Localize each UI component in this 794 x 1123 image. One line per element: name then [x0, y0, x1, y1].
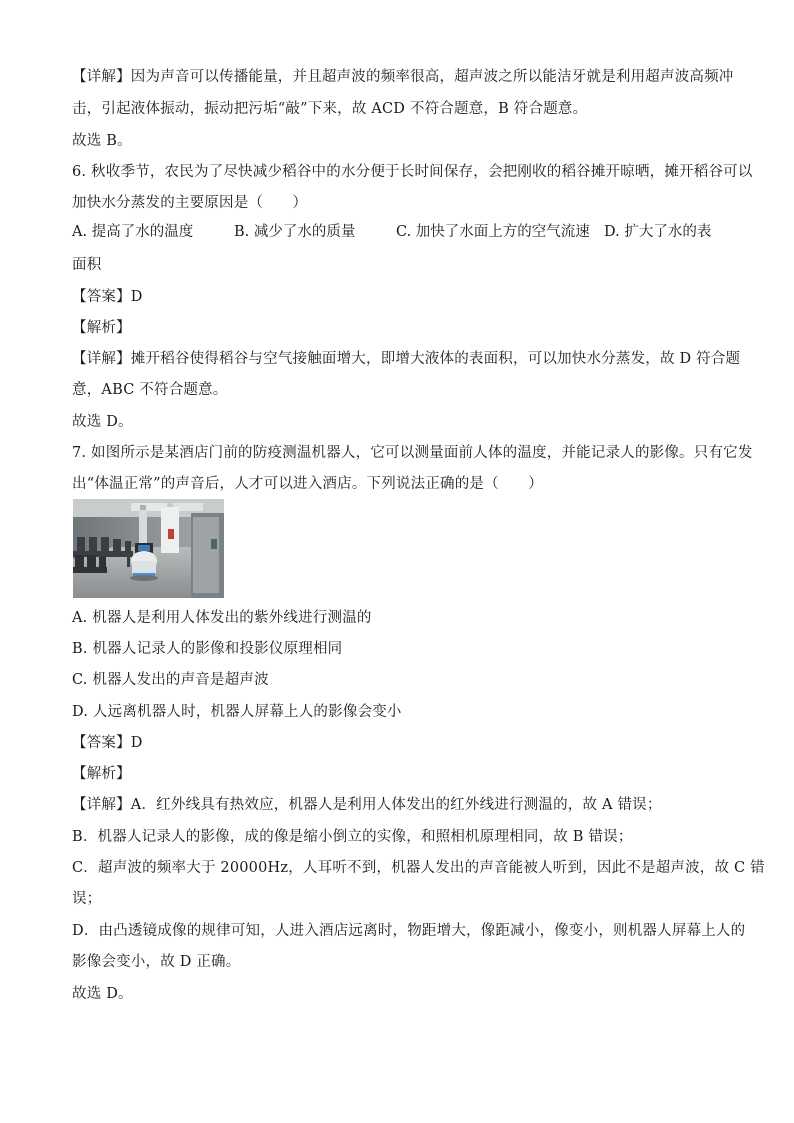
q7-stem-line-1: 7. 如图所示是某酒店门前的防疫测温机器人，它可以测量面前人体的温度，并能记录人的影像。只有它发 [72, 445, 753, 461]
q5-conclusion: 故选 B。 [72, 133, 132, 149]
q5-detail-line-2: 击，引起液体振动，振动把污垢“敲”下来，故 ACD 不符合题意，B 符合题意。 [72, 101, 588, 117]
q7-detail-b: B．机器人记录人的影像，成的像是缩小倒立的实像，和照相机原理相同，故 B 错误； [72, 829, 633, 845]
q6-answer: 【答案】D [72, 289, 143, 305]
q6-option-c: C. 加快了水面上方的空气流速 [396, 224, 590, 240]
q6-options [72, 222, 732, 244]
q7-detail-c-line-1: C．超声波的频率大于 20000Hz，人耳听不到，机器人发出的声音能被人听到，因此不是超声波，故 C 错 [72, 860, 765, 876]
q7-stem-line-2: 出“体温正常”的声音后，人才可以进入酒店。下列说法正确的是（ ） [72, 476, 543, 492]
q7-detail-c-line-2: 误； [72, 891, 102, 907]
q7-option-b: B. 机器人记录人的影像和投影仪原理相同 [72, 641, 343, 657]
q6-option-d: D. 扩大了水的表 [604, 224, 712, 240]
q6-detail-line-2: 意，ABC 不符合题意。 [72, 382, 228, 398]
q7-analysis-heading: 【解析】 [72, 766, 131, 782]
q7-detail-d-line-2: 影像会变小，故 D 正确。 [72, 954, 241, 970]
q7-option-d: D. 人远离机器人时，机器人屏幕上人的影像会变小 [72, 704, 402, 720]
q6-conclusion: 故选 D。 [72, 414, 133, 430]
q6-option-b: B. 减少了水的质量 [234, 224, 356, 240]
q7-detail-a: 【详解】A．红外线具有热效应，机器人是利用人体发出的红外线进行测温的，故 A 错误； [72, 797, 662, 813]
q7-answer: 【答案】D [72, 735, 143, 751]
q6-analysis-heading: 【解析】 [72, 320, 131, 336]
q6-option-a: A. 提高了水的温度 [72, 224, 194, 240]
robot-photo [73, 499, 224, 598]
q7-conclusion: 故选 D。 [72, 986, 133, 1002]
q6-detail-line-1: 【详解】摊开稻谷使得稻谷与空气接触面增大，即增大液体的表面积，可以加快水分蒸发，故 D 符合题 [72, 351, 741, 367]
q7-option-c: C. 机器人发出的声音是超声波 [72, 672, 269, 688]
q6-stem-line-1: 6. 秋收季节，农民为了尽快减少稻谷中的水分便于长时间保存，会把刚收的稻谷摊开晾晒，摊开稻谷可以 [72, 164, 753, 180]
q5-detail-line-1: 【详解】因为声音可以传播能量，并且超声波的频率很高，超声波之所以能洁牙就是利用超声波高频冲 [72, 69, 734, 85]
q6-option-d-continued: 面积 [72, 257, 102, 273]
q7-option-a: A. 机器人是利用人体发出的紫外线进行测温的 [72, 610, 372, 626]
q6-stem-line-2: 加快水分蒸发的主要原因是（ ） [72, 195, 308, 211]
q7-detail-d-line-1: D．由凸透镜成像的规律可知，人进入酒店远离时，物距增大，像距减小，像变小，则机器人屏幕上人的 [72, 923, 746, 939]
